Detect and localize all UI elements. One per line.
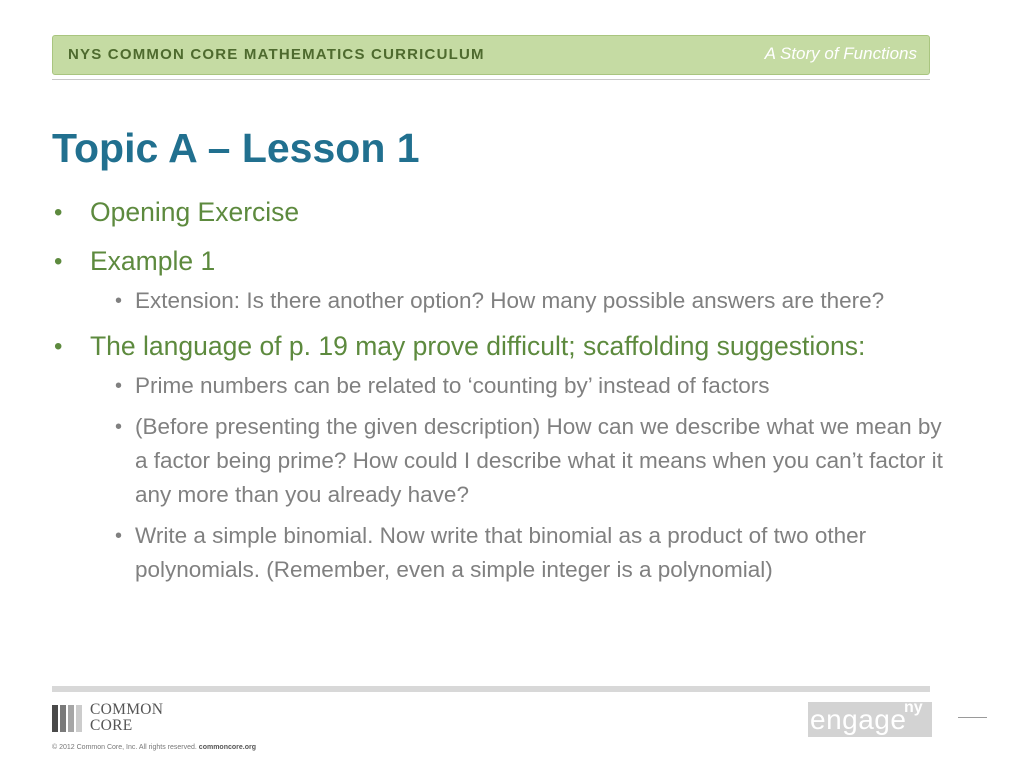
sub-bullet-simple-binomial: • Write a simple binomial. Now write that binomial as a product of two other polynomials. (Remember, even a simple integer is a polynomial) xyxy=(135,519,957,587)
sub-bullet-describe-prime-factor: • (Before presenting the given description) How can we describe what we mean by a factor being prime? How could I describe what it means when you can’t factor it any more than you already have? xyxy=(135,410,957,512)
copyright-site-link[interactable]: commoncore.org xyxy=(198,744,256,751)
engageny-logo xyxy=(808,699,932,737)
bullet-example-1: • Example 1 xyxy=(52,241,957,282)
copyright-text: © 2012 Common Core, Inc. All rights reserved. xyxy=(52,744,197,751)
copyright-notice xyxy=(52,744,256,751)
bullet-language-scaffolding: • The language of p. 19 may prove difficult; scaffolding suggestions: xyxy=(52,326,957,367)
sub-bullet-prime-numbers: • Prime numbers can be related to ‘counting by’ instead of factors xyxy=(135,369,957,403)
engage-ny-superscript: ny xyxy=(904,699,923,716)
curriculum-header-band xyxy=(52,35,930,75)
logo-bar-2 xyxy=(60,705,66,732)
logo-bar-4 xyxy=(76,705,82,732)
bullet-opening-exercise: • Opening Exercise xyxy=(52,192,957,233)
logo-bar-3 xyxy=(68,705,74,732)
logo-wordmark xyxy=(90,702,163,734)
slide-title: Topic A – Lesson 1 xyxy=(52,125,420,171)
logo-line-1: COMMON xyxy=(90,701,164,718)
sub-bullet-extension: • Extension: Is there another option? How many possible answers are there? xyxy=(135,284,957,318)
page-mark xyxy=(958,717,987,718)
header-divider xyxy=(52,79,930,80)
curriculum-title: NYS COMMON CORE MATHEMATICS CURRICULUM xyxy=(68,46,485,63)
logo-bar-1 xyxy=(52,705,58,732)
engage-wordmark: engage xyxy=(810,704,907,735)
footer-divider xyxy=(52,686,930,692)
module-name: A Story of Functions xyxy=(764,44,917,63)
logo-line-2: CORE xyxy=(90,717,133,734)
bullet-list xyxy=(52,192,957,587)
